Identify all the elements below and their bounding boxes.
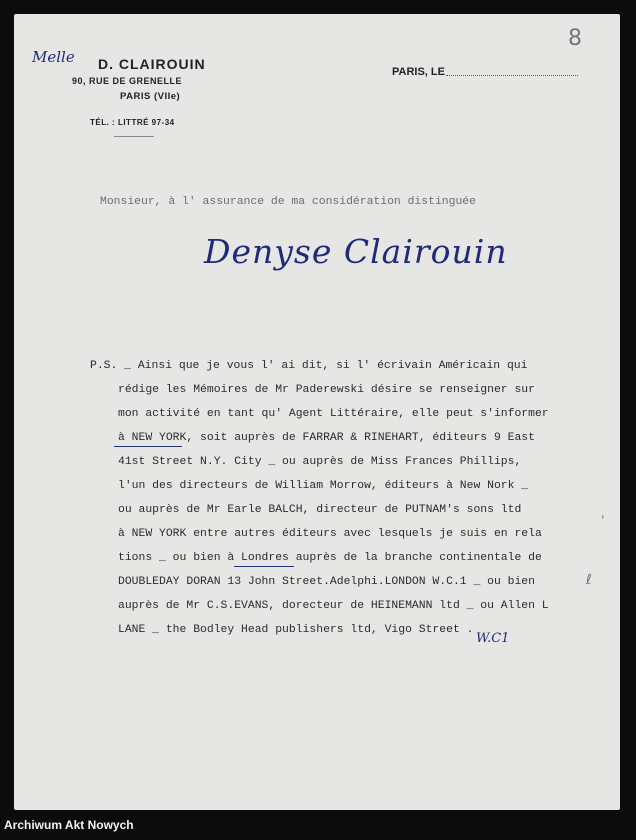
postscript-line: à NEW YORK, soit auprès de FARRAR & RINEHART, éditeurs 9 East: [118, 432, 535, 444]
postscript-line: rédige les Mémoires de Mr Paderewski désire se renseigner sur: [118, 384, 535, 396]
letterhead-telephone: TÉL. : LITTRÉ 97-34: [90, 118, 175, 127]
page-number: 8: [568, 26, 582, 51]
postscript-line: tions _ ou bien à Londres auprès de la branche continentale de: [118, 552, 542, 564]
postscript-line: mon activité en tant qu' Agent Littéraire, elle peut s'informer: [118, 408, 549, 420]
underline-londres: [234, 566, 294, 567]
date-line: [446, 75, 578, 76]
postscript-line: l'un des directeurs de William Morrow, éditeurs à New Nork _: [118, 480, 529, 492]
letterhead-city: PARIS (VIIe): [120, 91, 181, 102]
letter-page: [14, 14, 620, 810]
postscript-line: ou auprès de Mr Earle BALCH, directeur de PUTNAM's sons ltd: [118, 504, 522, 516]
postscript-line: DOUBLEDAY DORAN 13 John Street.Adelphi.LONDON W.C.1 _ ou bien: [118, 576, 535, 588]
letterhead-rule: [114, 136, 154, 137]
archive-label: Archiwum Akt Nowych: [4, 818, 134, 832]
handwritten-title: Melle: [32, 48, 75, 66]
handwritten-addition: W.C1: [476, 631, 510, 646]
signature: Denyse Clairouin: [204, 232, 508, 271]
underline-new-york: [114, 446, 182, 447]
margin-mark: ': [601, 514, 605, 529]
margin-mark: ℓ: [586, 572, 592, 588]
letterhead-address: 90, RUE DE GRENELLE: [72, 76, 183, 86]
postscript-line: 41st Street N.Y. City _ ou auprès de Miss Frances Phillips,: [118, 456, 522, 468]
closing-line: Monsieur, à l' assurance de ma considération distinguée: [100, 196, 476, 208]
postscript-line: à NEW YORK entre autres éditeurs avec lesquels je suis en rela: [118, 528, 542, 540]
postscript-line: auprès de Mr C.S.EVANS, dorecteur de HEINEMANN ltd _ ou Allen L: [118, 600, 549, 612]
letterhead-name: D. CLAIROUIN: [98, 56, 206, 72]
postscript-line: LANE _ the Bodley Head publishers ltd, Vigo Street .: [118, 624, 474, 636]
postscript-line: P.S. _ Ainsi que je vous l' ai dit, si l' écrivain Américain qui: [90, 360, 528, 372]
place-date-label: PARIS, LE: [392, 66, 445, 78]
